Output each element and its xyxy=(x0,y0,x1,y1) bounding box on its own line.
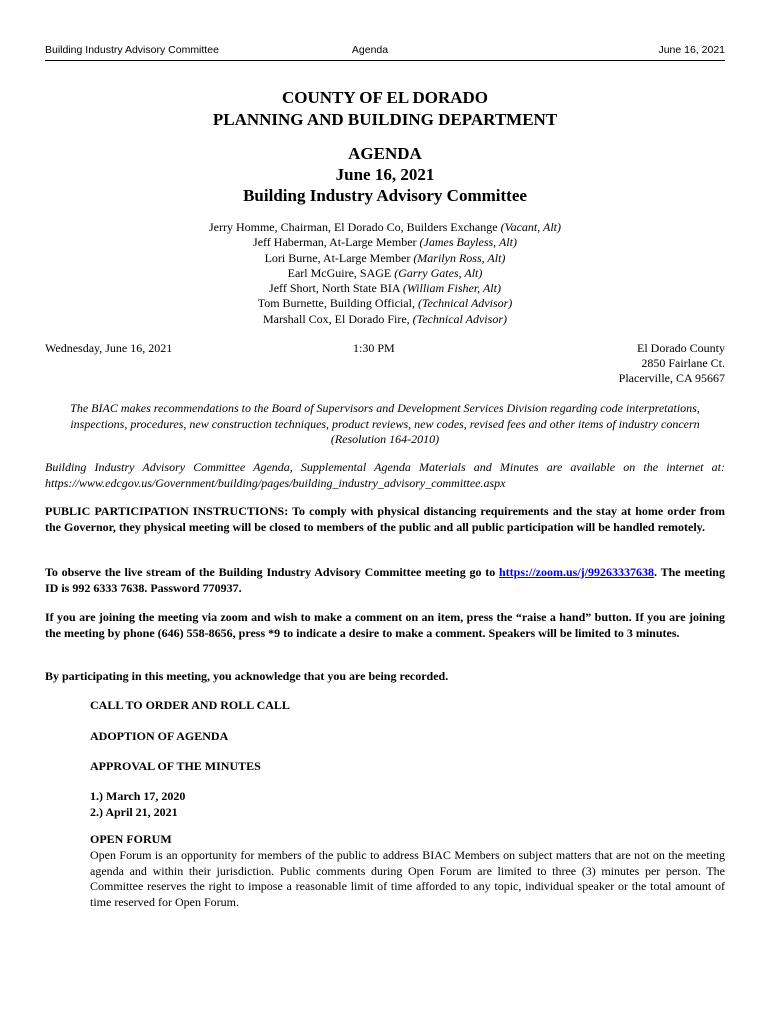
agenda-item-adoption: ADOPTION OF AGENDA xyxy=(90,729,229,743)
member-alternate: (Technical Advisor) xyxy=(417,296,513,311)
agenda-date: June 16, 2021 xyxy=(335,165,435,184)
header-document-type: Agenda xyxy=(351,44,389,56)
header-date: June 16, 2021 xyxy=(658,44,725,56)
materials-availability: Building Industry Advisory Committee Agenda, Supplemental Agenda Materials and Minutes are available on the internet at: https://www.edcgov.us/Government/building/pages/building_industry_advisory_committee.aspx xyxy=(45,460,725,490)
agenda-item-approval-of-minutes: APPROVAL OF THE MINUTES xyxy=(90,759,261,773)
livestream-instructions: To observe the live stream of the Building Industry Advisory Committee meeting go to https://zoom.us/j/99263337638. The meeting ID is 992 6333 7638. Password 770937. xyxy=(45,565,725,595)
recording-notice: By participating in this meeting, you acknowledge that you are being recorded. xyxy=(45,669,449,683)
open-forum-heading: OPEN FORUM xyxy=(90,832,172,846)
agenda-heading-block xyxy=(0,143,770,206)
agenda-heading: AGENDA xyxy=(348,144,422,163)
member-alternate: (Garry Gates, Alt) xyxy=(394,265,483,280)
member-line: Marshall Cox, El Dorado Fire, (Technical Advisor) xyxy=(263,311,507,326)
committee-name: Building Industry Advisory Committee xyxy=(243,186,527,205)
agenda-item-call-to-order: CALL TO ORDER AND ROLL CALL xyxy=(90,698,290,712)
minutes-item: 1.) March 17, 2020 xyxy=(90,789,186,803)
member-line: Earl McGuire, SAGE (Garry Gates, Alt) xyxy=(287,265,483,280)
header-committee-name: Building Industry Advisory Committee xyxy=(45,44,219,56)
member-line: Lori Burne, At-Large Member (Marilyn Ross, Alt) xyxy=(264,250,506,265)
meeting-time: 1:30 PM xyxy=(353,341,395,355)
member-line: Jeff Short, North State BIA (William Fisher, Alt) xyxy=(269,281,501,296)
county-name: COUNTY OF EL DORADO xyxy=(281,88,489,107)
public-participation-instructions: PUBLIC PARTICIPATION INSTRUCTIONS: To comply with physical distancing requirements and the stay at home order from the Governor, they physical meeting will be closed to members of the public and all public participation will be handled remotely. xyxy=(45,504,725,534)
department-name: PLANNING AND BUILDING DEPARTMENT xyxy=(212,110,558,129)
open-forum-description: Open Forum is an opportunity for members of the public to address BIAC Members on subject matters that are not on the meeting agenda and within their jurisdiction. Public comments during Open Forum are limited to three (3) minutes per person. The Committee reserves the right to impose a reasonable limit of time afforded to any topic, individual speaker or the total amount of time reserved for Open Forum. xyxy=(90,848,725,909)
meeting-location: El Dorado County 2850 Fairlane Ct. Placerville, CA 95667 xyxy=(618,341,725,385)
zoom-meeting-link[interactable]: https://zoom.us/j/99263337638 xyxy=(499,565,655,579)
member-line: Tom Burnette, Building Official, (Technical Advisor) xyxy=(257,296,513,311)
meeting-details xyxy=(45,341,725,389)
department-title xyxy=(0,87,770,131)
member-alternate: (James Bayless, Alt) xyxy=(419,235,517,250)
minutes-item: 2.) April 21, 2021 xyxy=(90,804,178,819)
mission-statement: The BIAC makes recommendations to the Board of Supervisors and Development Services Division regarding code interpretations, inspections, procedures, new construction techniques, product reviews, new codes, revised fees and other items of industry concern (Resolution 164-2010) xyxy=(70,401,700,446)
minutes-list xyxy=(90,789,185,820)
running-header xyxy=(45,44,725,58)
meeting-date: Wednesday, June 16, 2021 xyxy=(45,341,173,355)
member-line: Jeff Haberman, At-Large Member (James Bayless, Alt) xyxy=(253,235,517,250)
member-alternate: (Vacant, Alt) xyxy=(500,220,562,234)
header-divider xyxy=(45,60,725,61)
member-list xyxy=(0,220,770,327)
member-line: Jerry Homme, Chairman, El Dorado Co, Builders Exchange (Vacant, Alt) xyxy=(208,220,562,234)
member-alternate: (Technical Advisor) xyxy=(412,311,507,326)
member-alternate: (William Fisher, Alt) xyxy=(402,281,501,296)
zoom-comment-instructions: If you are joining the meeting via zoom and wish to make a comment on an item, press the “raise a hand” button. If you are joining the meeting by phone (646) 558-8656, press *9 to indicate a desire to make a comment. Speakers will be limited to 3 minutes. xyxy=(45,610,725,640)
member-alternate: (Marilyn Ross, Alt) xyxy=(413,250,506,265)
